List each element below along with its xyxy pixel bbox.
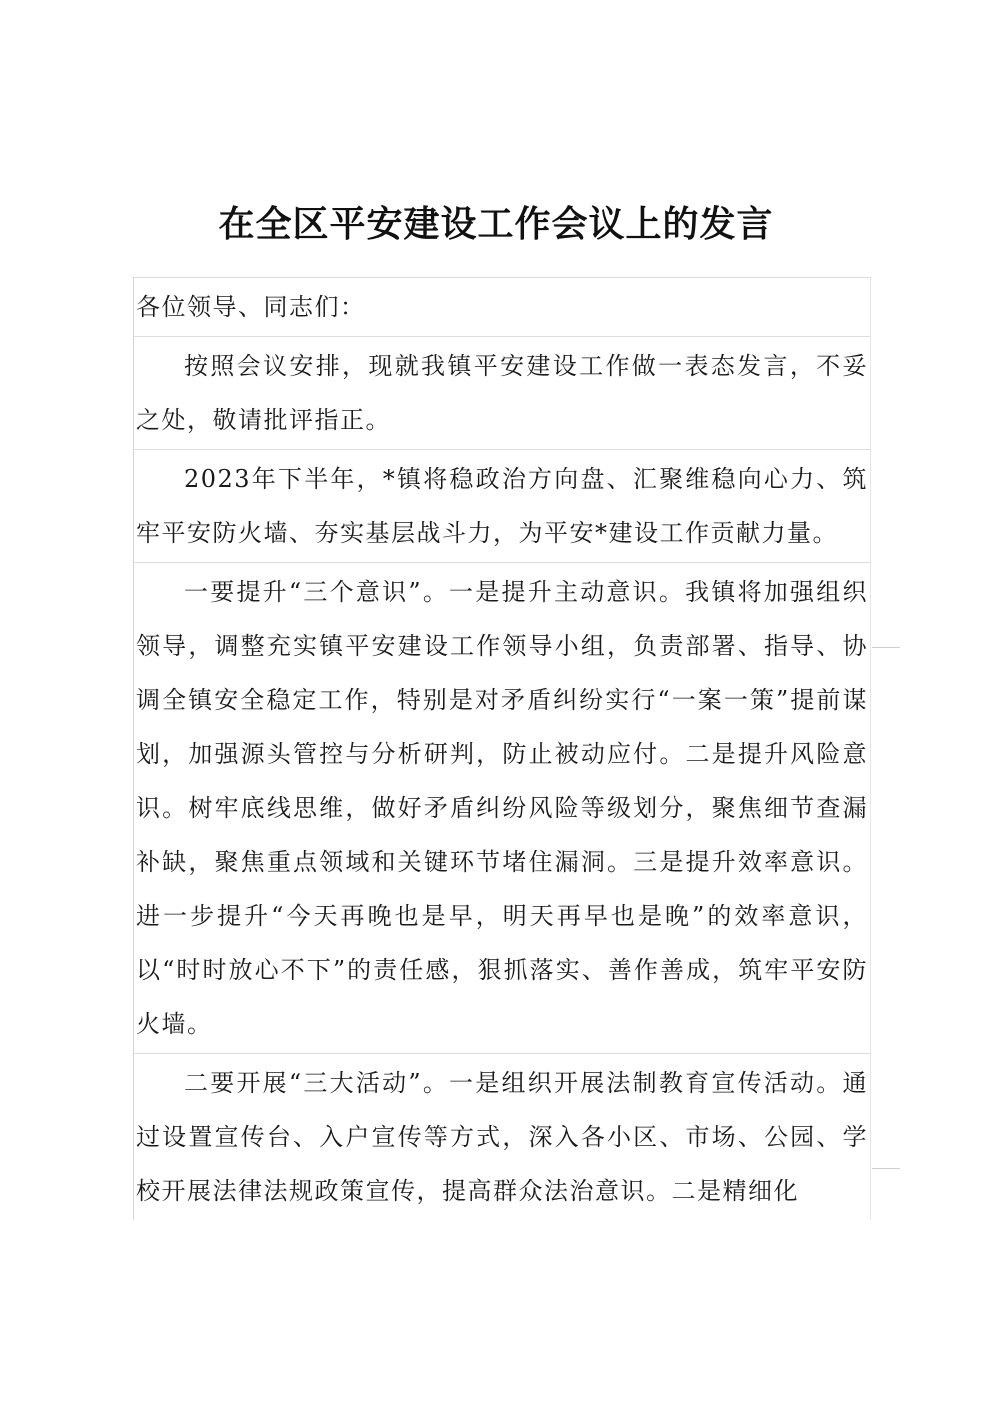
- paragraph-three-awareness-text: 一要提升“三个意识”。一是提升主动意识。我镇将加强组织领导，调整充实镇平安建设工作领导小组，负责部署、指导、协调全镇安全稳定工作，特别是对矛盾纠纷实行“一案一策”提前谋划，加强源头管控与分析研判，防止被动应付。二是提升风险意识。树牢底线思维，做好矛盾纠纷风险等级划分，聚焦细节查漏补缺，聚焦重点领域和关键环节堵住漏洞。三是提升效率意识。进一步提升“今天再晚也是早，明天再早也是晚”的效率意识，以“时时放心不下”的责任感，狠抓落实、善作善成，筑牢平安防火墙。: [136, 578, 868, 1038]
- paragraph-three-activities-text: 二要开展“三大活动”。一是组织开展法制教育宣传活动。通过设置宣传台、入户宣传等方式，深入各小区、市场、公园、学校开展法律法规政策宣传，提高群众法治意识。二是精细化: [136, 1069, 868, 1205]
- line-overflow-mark: [872, 647, 900, 648]
- paragraph-three-awareness: [134, 562, 871, 1053]
- salutation: 各位领导、同志们：: [134, 277, 871, 336]
- document-title: 在全区平安建设工作会议上的发言: [218, 203, 774, 245]
- paragraph-three-activities: [134, 1053, 871, 1220]
- paragraph-opening: 按照会议安排，现就我镇平安建设工作做一表态发言，不妥之处，敬请批评指正。: [134, 336, 871, 449]
- paragraph-overview: 2023年下半年，*镇将稳政治方向盘、汇聚维稳向心力、筑牢平安防火墙、夯实基层战斗力，为平安*建设工作贡献力量。: [134, 449, 871, 562]
- line-overflow-mark: [872, 1168, 900, 1169]
- document-body: [133, 277, 871, 1220]
